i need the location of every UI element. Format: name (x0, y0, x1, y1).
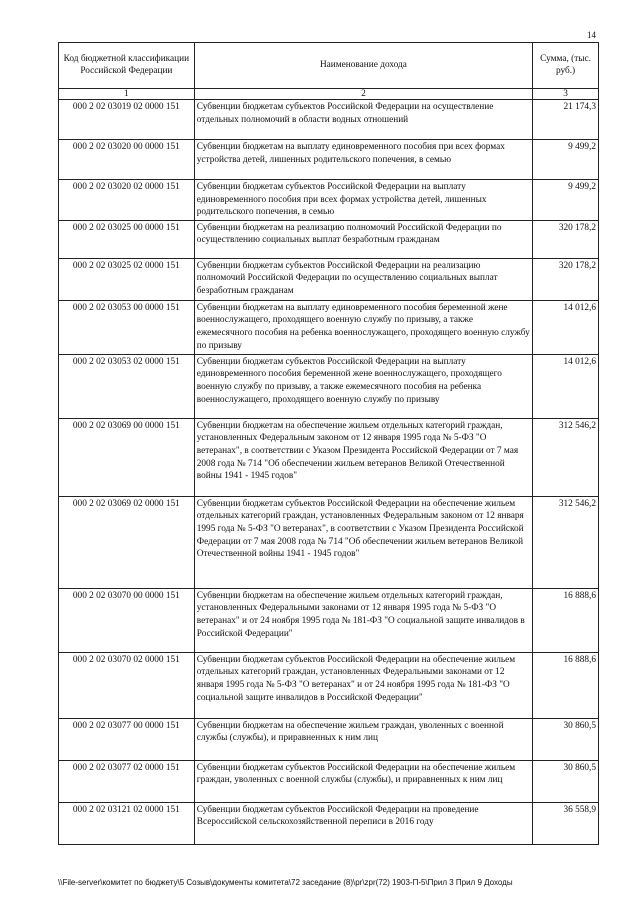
file-path-footer: \\File-server\комитет по бюджету\5 Созыв\документы комитета\72 заседание (8)\pr\zpr(72) 1903-П-5\Прил 3 Прил 9 Доходы (58, 878, 513, 887)
row-sum: 9 499,2 (533, 180, 599, 221)
row-sum: 30 860,5 (533, 760, 599, 802)
row-code: 000 2 02 03077 02 0000 151 (59, 760, 195, 802)
table-row (59, 180, 599, 221)
column-number-1: 1 (59, 89, 195, 100)
header-code: Код бюджетной классификации Российской Федерации (59, 43, 195, 89)
row-code: 000 2 02 03070 02 0000 151 (59, 652, 195, 718)
row-code: 000 2 02 03053 00 0000 151 (59, 300, 195, 354)
row-code: 000 2 02 03069 02 0000 151 (59, 496, 195, 588)
row-name: Субвенции бюджетам на обеспечение жильем граждан, уволенных с военной службы (службы), и приравненных к ним лиц (194, 718, 532, 760)
table-row (59, 652, 599, 718)
row-name: Субвенции бюджетам на выплату единовременного пособия беременной жене военнослужащего, проходящего военную службу по призыву, а также ежемесячного пособия на ребенка военнослужащего, проходящего военную службу по призыву (194, 300, 532, 354)
row-name: Субвенции бюджетам субъектов Российской Федерации на обеспечение жильем граждан, уволенных с военной службы (службы), и приравненных к ним лиц (194, 760, 532, 802)
row-sum: 16 888,6 (533, 588, 599, 652)
table-row (59, 496, 599, 588)
row-name: Субвенции бюджетам субъектов Российской Федерации на проведение Всероссийской сельскохозяйственной переписи в 2016 году (194, 802, 532, 844)
row-sum: 36 558,9 (533, 802, 599, 844)
row-name: Субвенции бюджетам субъектов Российской Федерации на осуществление отдельных полномочий в области водных отношений (194, 100, 532, 140)
row-name: Субвенции бюджетам субъектов Российской Федерации на выплату единовременного пособия беременной жене военнослужащего, проходящего военную службу по призыву, а также ежемесячного пособия на ребенка военнослужащего, проходящего военную службу по призыву (194, 354, 532, 418)
row-name: Субвенции бюджетам на обеспечение жильем отдельных категорий граждан, установленных Федеральными законами от 12 января 1995 года № 5-ФЗ "О ветеранах" и от 24 ноября 1995 года № 181-ФЗ "О социальной защите инвалидов в Российской Федерации" (194, 588, 532, 652)
row-code: 000 2 02 03121 02 0000 151 (59, 802, 195, 844)
row-name: Субвенции бюджетам субъектов Российской Федерации на обеспечение жильем отдельных категорий граждан, установленных Федеральным законом от 12 января 1995 года № 5-ФЗ "О ветеранах", в соответствии с Указом Президента Российской Федерации от 7 мая 2008 года № 714 "Об обеспечении жильем ветеранов Великой Отечественной войны 1941 - 1945 годов" (194, 496, 532, 588)
column-number-3: 3 (533, 89, 599, 100)
row-name: Субвенции бюджетам на реализацию полномочий Российской Федерации по осуществлению социальных выплат безработным гражданам (194, 220, 532, 258)
column-number-2: 2 (194, 89, 532, 100)
table-row (59, 418, 599, 496)
row-sum: 312 546,2 (533, 496, 599, 588)
page-number: 14 (587, 30, 596, 40)
table-row (59, 588, 599, 652)
row-sum: 320 178,2 (533, 220, 599, 258)
table-row (59, 718, 599, 760)
row-name: Субвенции бюджетам на обеспечение жильем отдельных категорий граждан, установленных Федеральным законом от 12 января 1995 года № 5-ФЗ "О ветеранах", в соответствии с Указом Президента Российской Федерации от 7 мая 2008 года № 714 "Об обеспечении жильем ветеранов Великой Отечественной войны 1941 - 1945 годов" (194, 418, 532, 496)
table-row (59, 258, 599, 300)
row-name: Субвенции бюджетам на выплату единовременного пособия при всех формах устройства детей, лишенных родительского попечения, в семью (194, 140, 532, 180)
row-sum: 14 012,6 (533, 354, 599, 418)
row-code: 000 2 02 03019 02 0000 151 (59, 100, 195, 140)
row-sum: 21 174,3 (533, 100, 599, 140)
header-sum: Сумма, (тыс. руб.) (533, 43, 599, 89)
table-row (59, 354, 599, 418)
table-row (59, 100, 599, 140)
row-code: 000 2 02 03077 00 0000 151 (59, 718, 195, 760)
row-code: 000 2 02 03053 02 0000 151 (59, 354, 195, 418)
row-code: 000 2 02 03020 00 0000 151 (59, 140, 195, 180)
row-name: Субвенции бюджетам субъектов Российской Федерации на реализацию полномочий Российской Федерации по осуществлению социальных выплат безработным гражданам (194, 258, 532, 300)
table-row (59, 760, 599, 802)
row-sum: 312 546,2 (533, 418, 599, 496)
row-sum: 9 499,2 (533, 140, 599, 180)
header-name: Наименование дохода (194, 43, 532, 89)
revenue-table (58, 42, 599, 845)
row-sum: 16 888,6 (533, 652, 599, 718)
table-row (59, 140, 599, 180)
table-row (59, 802, 599, 844)
table-row (59, 220, 599, 258)
row-code: 000 2 02 03025 00 0000 151 (59, 220, 195, 258)
row-code: 000 2 02 03069 00 0000 151 (59, 418, 195, 496)
row-sum: 320 178,2 (533, 258, 599, 300)
row-name: Субвенции бюджетам субъектов Российской Федерации на выплату единовременного пособия при всех формах устройства детей, лишенных родительского попечения, в семью (194, 180, 532, 221)
row-code: 000 2 02 03070 00 0000 151 (59, 588, 195, 652)
row-sum: 30 860,5 (533, 718, 599, 760)
row-sum: 14 012,6 (533, 300, 599, 354)
row-name: Субвенции бюджетам субъектов Российской Федерации на обеспечение жильем отдельных категорий граждан, установленных Федеральными законами от 12 января 1995 года № 5-ФЗ "О ветеранах" и от 24 ноября 1995 года № 181-ФЗ "О социальной защите инвалидов в Российской Федерации" (194, 652, 532, 718)
row-code: 000 2 02 03020 02 0000 151 (59, 180, 195, 221)
table-row (59, 300, 599, 354)
row-code: 000 2 02 03025 02 0000 151 (59, 258, 195, 300)
